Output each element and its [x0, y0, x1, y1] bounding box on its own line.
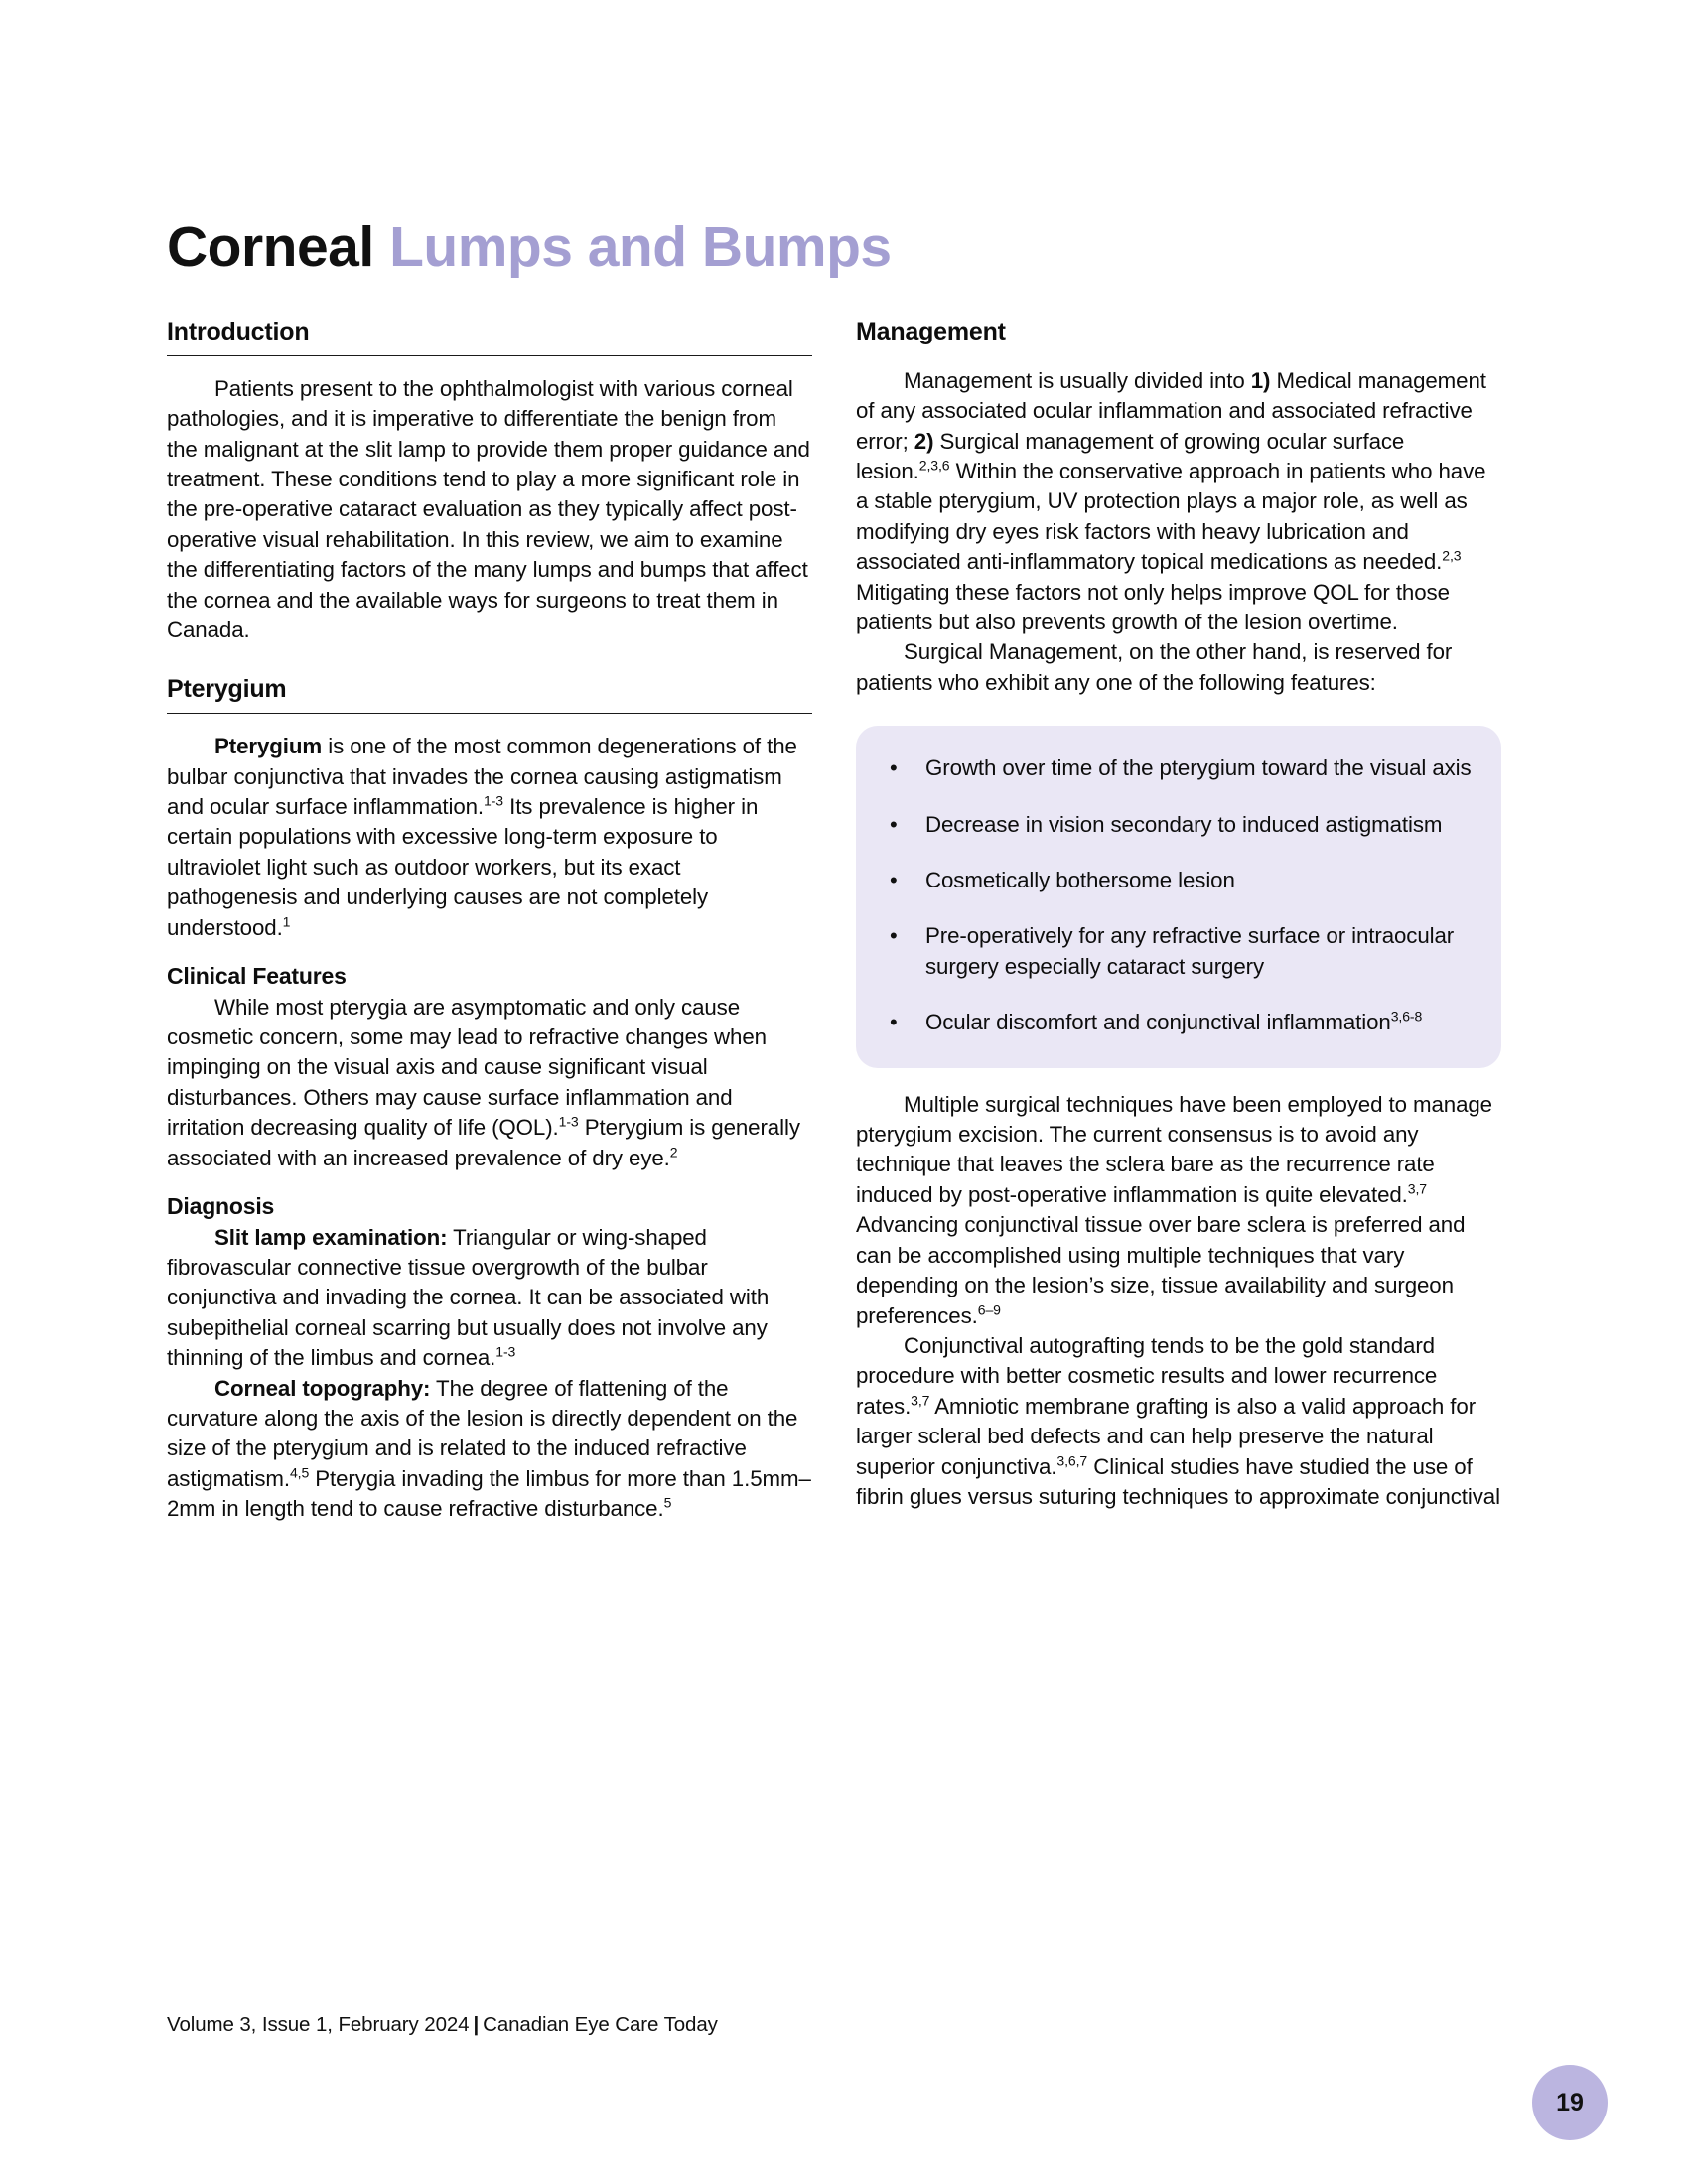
list-item: [878, 921, 1472, 982]
page-title: [167, 215, 892, 280]
slit-lamp-text: Triangular or wing-shaped fibrovascular connective tissue overgrowth of the bulbar conjunctiva and invading the cornea. It can be associated with subepithelial corneal scarring but usually does not involve any thinning of the limbus and cornea.: [167, 1224, 770, 1371]
footer-volume: Volume 3, Issue 1, February 2024: [167, 2013, 470, 2036]
heading-introduction: Introduction: [167, 318, 812, 356]
intro-text: Patients present to the ophthalmologist with various corneal pathologies, and it is imperative to differentiate the benign from the malignant at the slit lamp to provide them proper guidance and treatment. These conditions tend to play a more significant role in the pre-operative cataract evaluation as they typically affect post-operative visual rehabilitation. In this review, we aim to examine the differentiating factors of the many lumps and bumps that affect the cornea and the available ways for surgeons to treat them in Canada.: [167, 375, 810, 642]
citation-sup: 3,7: [1407, 1180, 1427, 1197]
footer-separator: |: [473, 2013, 480, 2036]
paragraph-management: [856, 366, 1501, 638]
topography-label: Corneal topography:: [214, 1375, 431, 1401]
mgmt-item-3: Within the conservative approach in patients who have a stable pterygium, UV protection plays a major role, as well as modifying dry eyes risk factors with heavy lubrication and associated anti-inflammatory topical medications as needed.: [856, 458, 1486, 575]
heading-pterygium: Pterygium: [167, 675, 812, 714]
bullet-icon: •: [890, 755, 898, 781]
citation-sup: 6–9: [977, 1301, 1001, 1318]
paragraph-clinical-features: [167, 993, 812, 1173]
topography-text-b: Pterygia invading the limbus for more than 1.5mm–2mm in length tend to cause refractive disturbance.: [167, 1465, 811, 1522]
list-item: [878, 1008, 1472, 1037]
right-column: [856, 318, 1501, 1512]
bullet-label: Pre-operatively for any refractive surface or intraocular surgery especially cataract surgery: [925, 923, 1455, 979]
paragraph-corneal-topography: [167, 1374, 812, 1525]
citation-sup: 2: [669, 1144, 678, 1160]
citation-sup: 1-3: [484, 792, 504, 809]
list-item: [878, 753, 1472, 783]
mgmt-number-2: 2): [914, 428, 934, 454]
autograft-text-b: Amniotic membrane grafting is also a valid approach for larger scleral bed defects and can help preserve the natural superior conjunctiva.: [856, 1393, 1477, 1479]
mgmt-item-4: Mitigating these factors not only helps improve QOL for those patients but also prevents growth of the lesion overtime.: [856, 579, 1450, 634]
paragraph-autograft: [856, 1331, 1501, 1512]
bullet-label: Decrease in vision secondary to induced astigmatism: [925, 811, 1443, 837]
citation-sup: 1: [282, 913, 291, 930]
topography-text-a: The degree of flattening of the curvature along the axis of the lesion is directly dependent on the size of the pterygium and is related to the induced refractive astigmatism.: [167, 1375, 798, 1491]
citation-sup: 1-3: [558, 1113, 579, 1130]
spacer: [856, 1068, 1501, 1090]
techniques-text-b: Advancing conjunctival tissue over bare sclera is preferred and can be accomplished using multiple techniques that vary depending on the lesion’s size, tissue availability and surgeon preferences.: [856, 1212, 1466, 1328]
page-number-label: 19: [1556, 2088, 1584, 2116]
bullet-icon: •: [890, 868, 898, 893]
footer-publication: Canadian Eye Care Today: [483, 2013, 718, 2036]
heading-diagnosis: Diagnosis: [167, 1193, 275, 1220]
clinical-text-a: While most pterygia are asymptomatic and only cause cosmetic concern, some may lead to refractive changes when impinging on the visual axis and cause significant visual disturbances. Others may cause surface inflammation and irritation decreasing quality of life (QOL).: [167, 994, 767, 1141]
paragraph-introduction: [167, 374, 812, 646]
bullet-icon: •: [890, 1010, 898, 1035]
autograft-text-c: Clinical studies have studied the use of fibrin glues versus suturing techniques to approximate conjunctival: [856, 1453, 1500, 1509]
title-part-black: Corneal: [167, 215, 390, 280]
page-number-badge: [1532, 2065, 1608, 2140]
techniques-text-a: Multiple surgical techniques have been employed to manage pterygium excision. The current consensus is to avoid any technique that leaves the sclera bare as the recurrence rate induced by post-operative inflammation is quite elevated.: [856, 1091, 1492, 1207]
slit-lamp-label: Slit lamp examination:: [214, 1224, 448, 1250]
citation-sup: 2,3,6: [918, 457, 950, 474]
citation-sup: 1-3: [495, 1343, 516, 1360]
bullet-label: Growth over time of the pterygium toward the visual axis: [925, 755, 1472, 781]
list-item: [878, 810, 1472, 840]
list-item: [878, 866, 1472, 895]
paragraph-techniques: [856, 1090, 1501, 1331]
citation-sup: 2,3: [1442, 547, 1462, 564]
paragraph-surgical-management: [856, 637, 1501, 698]
citation-sup: 3,6,7: [1056, 1452, 1088, 1469]
citation-sup: 3,7: [911, 1392, 930, 1409]
bullet-label: [925, 1008, 1472, 1037]
footer: [167, 2011, 718, 2039]
mgmt-number-1: 1): [1250, 367, 1271, 393]
citation-sup: 4,5: [289, 1464, 310, 1481]
clinical-text-b: Pterygium is generally associated with an increased prevalence of dry eye.: [167, 1115, 800, 1170]
paragraph-slit-lamp: [167, 1223, 812, 1374]
bullet-label: Cosmetically bothersome lesion: [925, 868, 1235, 893]
mgmt-intro-text: Management is usually divided into: [904, 367, 1251, 393]
surgical-text: Surgical Management, on the other hand, is reserved for patients who exhibit any one of the following features:: [856, 639, 1453, 695]
bullet-icon: •: [890, 811, 898, 837]
surgical-criteria-box: [856, 726, 1501, 1067]
pterygium-lead-bold: Pterygium: [214, 734, 323, 759]
autograft-text-a: Conjunctival autografting tends to be the gold standard procedure with better cosmetic results and lower recurrence rates.: [856, 1332, 1438, 1419]
bullet-label-text: Ocular discomfort and conjunctival inflammation: [925, 1010, 1391, 1035]
heading-clinical-features: Clinical Features: [167, 963, 347, 989]
citation-sup: 3,6-8: [1390, 1008, 1423, 1024]
title-part-accent: Lumps and Bumps: [389, 215, 892, 280]
pterygium-text-a: is one of the most common degenerations of the bulbar conjunctiva that invades the cornea causing astigmatism and ocular surface inflammation.: [167, 734, 797, 819]
left-column: [167, 318, 812, 1525]
mgmt-item-2: Surgical management of growing ocular surface lesion.: [856, 428, 1405, 483]
citation-sup: 5: [663, 1494, 672, 1511]
bullet-icon: •: [890, 923, 898, 949]
pterygium-text-b: Its prevalence is higher in certain populations with excessive long-term exposure to ultraviolet light such as outdoor workers, but its exact pathogenesis and underlying causes are not completely understood.: [167, 793, 759, 940]
heading-management: Management: [856, 318, 1006, 345]
mgmt-item-1: Medical management of any associated ocular inflammation and associated refractive error;: [856, 367, 1486, 454]
spacer: [167, 645, 812, 675]
paragraph-pterygium: [167, 732, 812, 943]
